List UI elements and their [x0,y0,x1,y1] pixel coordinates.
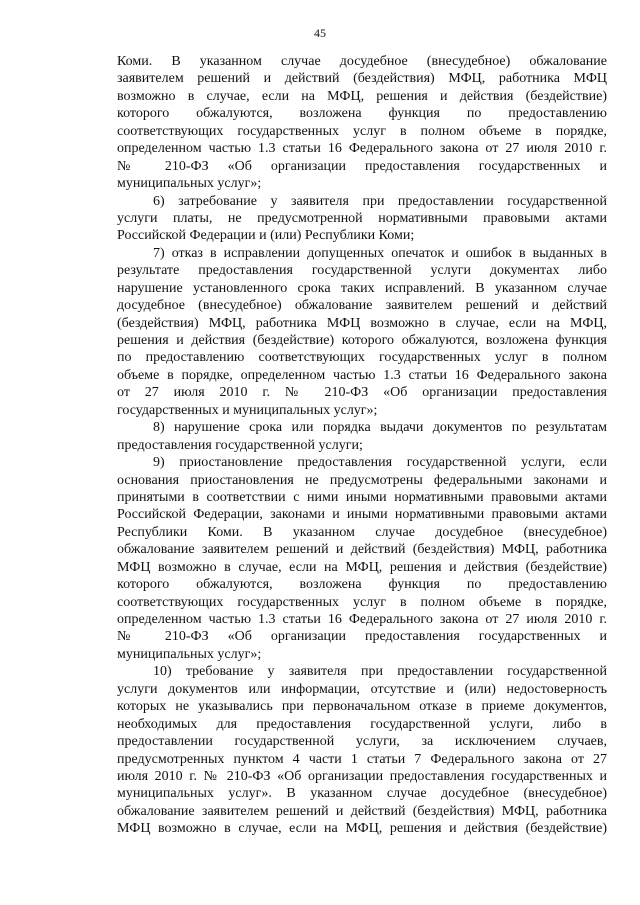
text-line: по предоставлению соответствующих государственных услуг в полном [117,350,607,366]
text-line: муниципальных услуг»; [117,176,262,192]
body-text [117,53,607,838]
text-line: основания приостановления не предусмотрены федеральными законами и [117,472,607,488]
text-line: Российской Федерации, законами и иными нормативными правовыми актами [117,507,607,523]
list-item-start: 10) требование у заявителя при предоставлении государственной [153,664,607,680]
text-line: муниципальных услуг»; [117,646,262,662]
text-line: обжалование заявителем решений и действий (бездействия) МФЦ, работника [117,542,607,558]
text-line: государственных и муниципальных услуг»; [117,402,378,418]
text-line: услуги платы, не предусмотренной нормативными правовыми актами [117,210,607,226]
text-line: которых не указывались при первоначальном отказе в приеме документов, [117,699,607,715]
text-line: Республики Коми. В указанном случае досудебное (внесудебное) [117,524,607,540]
text-line: от 27 июля 2010 г. № 210-ФЗ «Об организации предоставления [117,385,607,401]
text-line: Коми. В указанном случае досудебное (внесудебное) обжалование [117,54,607,69]
text-line: № 210-ФЗ «Об организации предоставления государственных и [117,158,607,174]
text-line: определенном частью 1.3 статьи 16 Федерального закона от 27 июля 2010 г. [117,141,607,157]
text-line: определенном частью 1.3 статьи 16 Федерального закона от 27 июля 2010 г. [117,612,607,627]
text-line: необходимых для предоставления государственной услуги, либо в [117,716,607,732]
list-item-start: 6) затребование у заявителя при предоставлении государственной [153,193,607,209]
text-line: которого обжалуются, возложена функция по предоставлению [117,577,607,593]
text-line: которого обжалуются, возложена функция по предоставлению [117,106,607,122]
text-line: объеме в порядке, определенном частью 1.3 статьи 16 Федерального закона [117,367,607,383]
text-line: МФЦ возможно в случае, если на МФЦ, решения и действия (бездействие) [117,821,607,837]
text-line: июля 2010 г. № 210-ФЗ «Об организации предоставления государственных и [117,768,607,784]
text-line: результате предоставления государственной услуги документах либо [117,263,607,279]
text-line: муниципальных услуг». В указанном случае досудебное (внесудебное) [117,786,607,802]
text-line: соответствующих государственных услуг в полном объеме в порядке, [117,594,607,610]
text-line: досудебное (внесудебное) обжалование заявителем решений и действий [117,298,607,314]
list-item-start: 9) приостановление предоставления государственной услуги, если [153,455,607,471]
text-line: № 210-ФЗ «Об организации предоставления государственных и [117,629,607,645]
text-line: МФЦ возможно в случае, если на МФЦ, решения и действия (бездействие) [117,559,607,575]
text-line: соответствующих государственных услуг в полном объеме в порядке, [117,123,607,139]
text-line: услуги документов или информации, отсутствие и (или) недостоверность [117,681,607,697]
text-line: принятыми в соответствии с ними иными нормативными правовыми актами [117,489,607,505]
text-line: предоставлении государственной услуги, за исключением случаев, [117,734,607,750]
text-line: предоставления государственной услуги; [117,437,363,453]
text-line: заявителем решений и действий (бездействия) МФЦ, работника МФЦ [117,71,607,87]
list-item-start: 8) нарушение срока или порядка выдачи документов по результатам [153,420,607,436]
text-line: (бездействия) МФЦ, работника МФЦ возможно в случае, если на МФЦ, [117,315,607,331]
page-number: 45 [314,26,326,40]
text-line: обжалование заявителем решений и действий (бездействия) МФЦ, работника [117,803,607,819]
list-item-start: 7) отказ в исправлении допущенных опечаток и ошибок в выданных в [153,245,607,261]
text-line: нарушение установленного срока таких исправлений. В указанном случае [117,280,607,296]
text-line: возможно в случае, если на МФЦ, решения и действия (бездействие) [117,88,607,104]
text-line: решения и действия (бездействие) которого обжалуются, возложена функция [117,333,607,348]
text-line: предусмотренных пунктом 4 части 1 статьи 7 Федерального закона от 27 [117,751,607,767]
text-line: Российской Федерации и (или) Республики Коми; [117,228,415,244]
